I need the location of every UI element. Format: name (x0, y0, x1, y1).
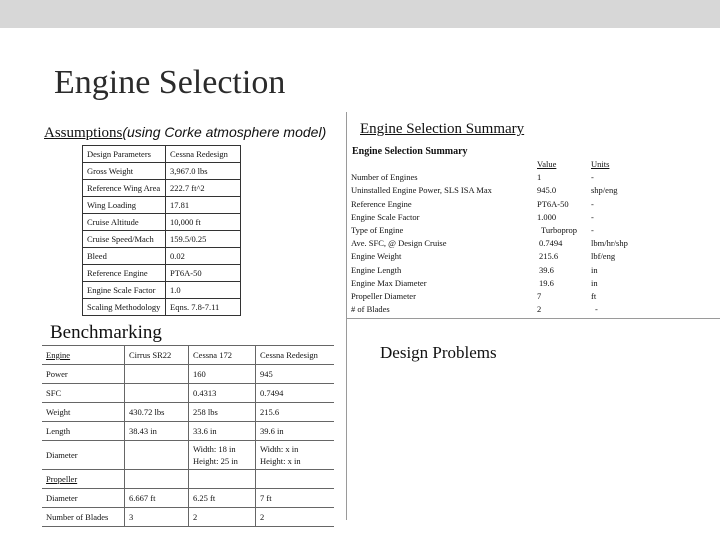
summary-param: Number of Engines (351, 172, 418, 183)
table-cell: SFC (42, 384, 125, 403)
table-cell: Cessna 172 (189, 346, 256, 365)
cell-line: Width: 18 in (193, 444, 236, 454)
summary-value: 1.000 (537, 211, 557, 222)
table-cell: 0.7494 (256, 384, 335, 403)
table-row (42, 441, 334, 470)
summary-table-title: Engine Selection Summary (352, 146, 468, 157)
table-cell: Cirrus SR22 (125, 346, 189, 365)
table-cell: Cruise Speed/Mach (83, 231, 166, 248)
table-cell: 160 (189, 365, 256, 384)
vertical-divider (346, 112, 347, 520)
table-cell: 0.4313 (189, 384, 256, 403)
table-row (83, 282, 241, 299)
summary-units: - (595, 304, 598, 315)
table-cell: Engine Scale Factor (83, 282, 166, 299)
summary-param: Type of Engine (351, 224, 404, 235)
table-cell: PT6A-50 (166, 265, 241, 282)
table-cell: Diameter (42, 441, 125, 470)
table-cell: Design Parameters (83, 146, 166, 163)
top-banner (0, 0, 720, 28)
table-cell: Length (42, 422, 125, 441)
table-cell: Number of Blades (42, 508, 125, 527)
table-cell (189, 441, 256, 470)
summary-param: # of Blades (351, 304, 390, 315)
table-cell: 945 (256, 365, 335, 384)
summary-units: - (591, 211, 594, 222)
summary-value: 19.6 (539, 277, 554, 288)
table-cell: 10,000 ft (166, 214, 241, 231)
table-row (83, 299, 241, 316)
summary-value: 2 (537, 304, 542, 315)
summary-param: Engine Max Diameter (351, 277, 427, 288)
assumptions-table (82, 145, 241, 316)
value-column-header: Value (537, 159, 557, 169)
table-cell (189, 470, 256, 489)
table-cell: Wing Loading (83, 197, 166, 214)
table-cell: 33.6 in (189, 422, 256, 441)
summary-value: 215.6 (539, 251, 559, 262)
slide-title: Engine Selection (54, 64, 286, 101)
table-cell: 258 lbs (189, 403, 256, 422)
summary-param: Ave. SFC, @ Design Cruise (351, 238, 447, 249)
summary-units: in (591, 264, 598, 275)
table-row (42, 403, 334, 422)
summary-units: lbf/eng (591, 251, 616, 262)
table-cell: 17.81 (166, 197, 241, 214)
summary-param: Engine Length (351, 264, 402, 275)
table-row (42, 346, 334, 365)
table-cell: Engine (42, 346, 125, 365)
design-problems-heading: Design Problems (380, 343, 497, 362)
assumptions-label: Assumptions (44, 125, 123, 141)
table-cell (125, 470, 189, 489)
table-cell: 159.5/0.25 (166, 231, 241, 248)
table-row (42, 365, 334, 384)
summary-value: 1 (537, 172, 542, 183)
table-cell: Power (42, 365, 125, 384)
summary-value: 0.7494 (539, 238, 563, 249)
benchmark-table (42, 345, 334, 527)
summary-units: - (591, 172, 594, 183)
summary-value: 39.6 (539, 264, 554, 275)
table-row (42, 470, 334, 489)
table-cell: 1.0 (166, 282, 241, 299)
table-cell: Weight (42, 403, 125, 422)
table-cell: 6.667 ft (125, 489, 189, 508)
table-cell: 39.6 in (256, 422, 335, 441)
assumptions-heading (44, 124, 326, 142)
cell-line: Height: 25 in (193, 456, 238, 466)
table-cell (256, 470, 335, 489)
cell-line: Width: x in (260, 444, 299, 454)
table-cell: 222.7 ft^2 (166, 180, 241, 197)
table-row (42, 384, 334, 403)
table-cell: 2 (189, 508, 256, 527)
table-row (83, 180, 241, 197)
summary-value: PT6A-50 (537, 198, 569, 209)
table-row (83, 214, 241, 231)
benchmarking-heading: Benchmarking (50, 322, 162, 343)
table-cell: Scaling Methodology (83, 299, 166, 316)
table-row (83, 163, 241, 180)
summary-units: ft (591, 290, 597, 301)
summary-param: Propeller Diameter (351, 290, 416, 301)
table-cell: Reference Wing Area (83, 180, 166, 197)
table-cell: Cessna Redesign (256, 346, 335, 365)
table-cell: 7 ft (256, 489, 335, 508)
table-row (83, 248, 241, 265)
summary-value: 7 (537, 290, 542, 301)
summary-units: - (591, 198, 594, 209)
table-cell: 6.25 ft (189, 489, 256, 508)
table-cell: Diameter (42, 489, 125, 508)
summary-param: Engine Scale Factor (351, 211, 420, 222)
table-cell: Eqns. 7.8-7.11 (166, 299, 241, 316)
table-row (83, 197, 241, 214)
table-cell: 0.02 (166, 248, 241, 265)
summary-units: - (591, 224, 594, 235)
table-cell (125, 384, 189, 403)
cell-line: Height: x in (260, 456, 301, 466)
table-cell: Gross Weight (83, 163, 166, 180)
table-cell: 3 (125, 508, 189, 527)
summary-heading: Engine Selection Summary (360, 121, 525, 137)
table-cell: 38.43 in (125, 422, 189, 441)
table-cell: Cruise Altitude (83, 214, 166, 231)
table-row (83, 146, 241, 163)
table-cell: Bleed (83, 248, 166, 265)
summary-param: Reference Engine (351, 198, 412, 209)
table-cell (125, 365, 189, 384)
summary-units: lbm/hr/shp (591, 238, 628, 249)
summary-value: 945.0 (537, 185, 557, 196)
table-row (83, 265, 241, 282)
table-cell: 430.72 lbs (125, 403, 189, 422)
table-cell: Propeller (42, 470, 125, 489)
table-row (83, 231, 241, 248)
summary-value: Turboprop (541, 224, 578, 235)
table-cell: Reference Engine (83, 265, 166, 282)
assumptions-subtitle: (using Corke atmosphere model) (122, 124, 327, 140)
table-cell: 2 (256, 508, 335, 527)
table-row (42, 422, 334, 441)
table-row (42, 508, 334, 527)
summary-param: Uninstalled Engine Power, SLS ISA Max (351, 185, 492, 196)
summary-units: in (591, 277, 598, 288)
summary-param: Engine Weight (351, 251, 402, 262)
table-cell (256, 441, 335, 470)
summary-units: shp/eng (591, 185, 618, 196)
horizontal-divider (346, 318, 720, 319)
units-column-header: Units (591, 159, 610, 169)
table-cell (125, 441, 189, 470)
table-cell: Cessna Redesign (166, 146, 241, 163)
table-cell: 3,967.0 lbs (166, 163, 241, 180)
table-row (42, 489, 334, 508)
table-cell: 215.6 (256, 403, 335, 422)
